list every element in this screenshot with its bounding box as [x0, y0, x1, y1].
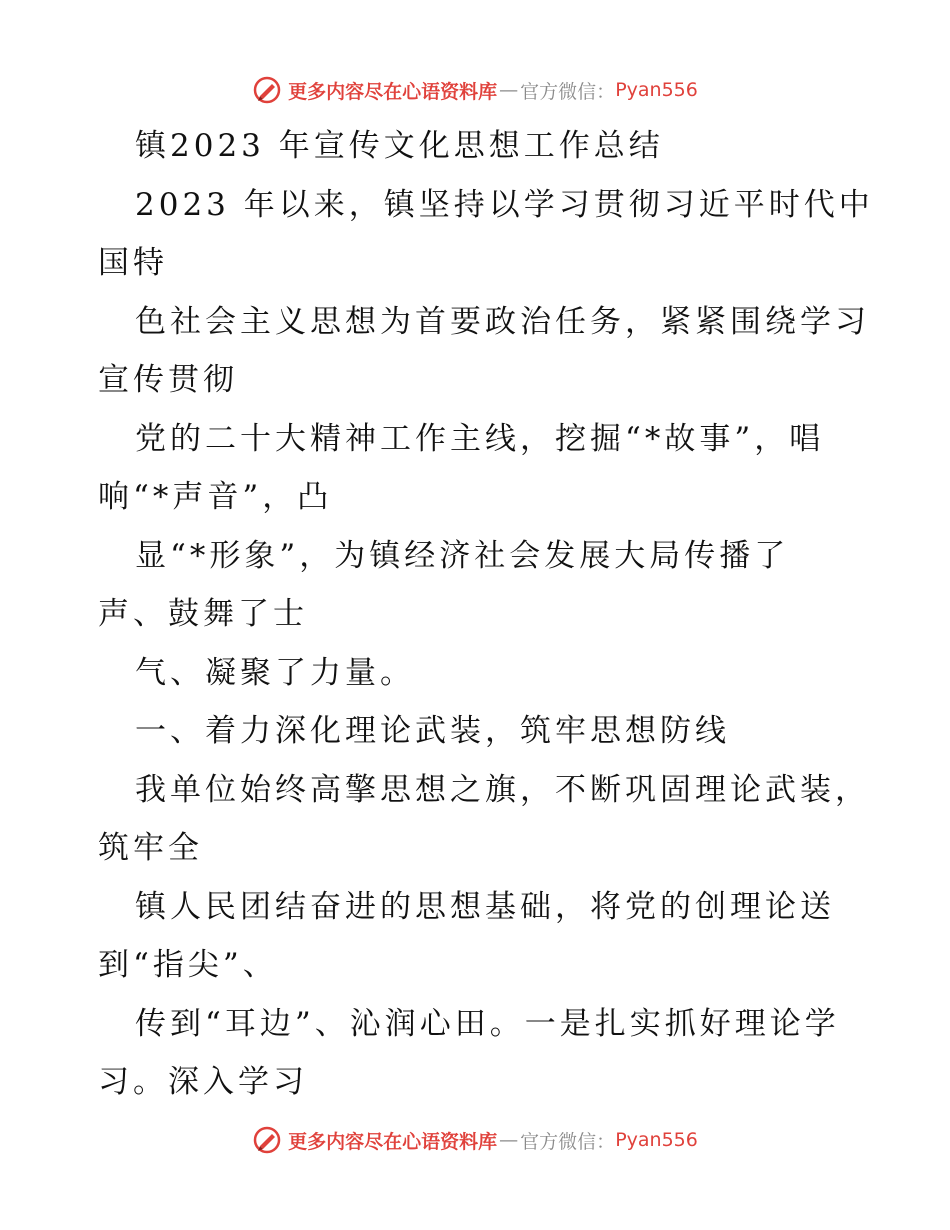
- watermark-header: [0, 70, 950, 110]
- watermark-separator: —: [499, 1129, 519, 1151]
- paragraph-line: 镇人民团结奋进的思想基础，将党的创理论送: [135, 889, 835, 925]
- paragraph-line: 我单位始终高擎思想之旗，不断巩固理论武装，: [135, 772, 870, 808]
- paragraph-line: 习。深入学习: [98, 1064, 308, 1100]
- section-heading: 一、着力深化理论武装，筑牢思想防线: [135, 713, 730, 749]
- watermark-account: Pyan556: [615, 1129, 698, 1151]
- document-title: 镇2023 年宣传文化思想工作总结: [135, 128, 664, 164]
- paragraph-line: 筑牢全: [98, 830, 203, 866]
- watermark-account: Pyan556: [615, 79, 698, 101]
- watermark-main-text: 更多内容尽在心语资料库: [288, 80, 498, 103]
- paragraph-line: 气、凝聚了力量。: [135, 655, 415, 691]
- paragraph-line: 响“*声音”，凸: [98, 479, 333, 515]
- paragraph-line: 国特: [98, 245, 168, 281]
- pen-logo-icon: [252, 1125, 282, 1155]
- watermark-main-text: 更多内容尽在心语资料库: [288, 1130, 498, 1153]
- watermark-label: 官方微信：: [520, 80, 616, 103]
- paragraph-line: 2023 年以来，镇坚持以学习贯彻习近平时代中: [135, 187, 874, 223]
- pen-logo-icon: [252, 75, 282, 105]
- paragraph-line: 色社会主义思想为首要政治任务，紧紧围绕学习: [135, 304, 870, 340]
- paragraph-line: 传到“耳边”、沁润心田。一是扎实抓好理论学: [135, 1006, 840, 1042]
- watermark-label: 官方微信：: [520, 1130, 616, 1153]
- paragraph-line: 到“指尖”、: [98, 947, 278, 983]
- watermark-separator: —: [499, 79, 519, 101]
- paragraph-line: 宣传贯彻: [98, 362, 238, 398]
- watermark-footer: [0, 1120, 950, 1160]
- paragraph-line: 党的二十大精神工作主线，挖掘“*故事”，唱: [135, 421, 825, 457]
- paragraph-line: 显“*形象”，为镇经济社会发展大局传播了: [135, 538, 790, 574]
- paragraph-line: 声、鼓舞了士: [98, 596, 308, 632]
